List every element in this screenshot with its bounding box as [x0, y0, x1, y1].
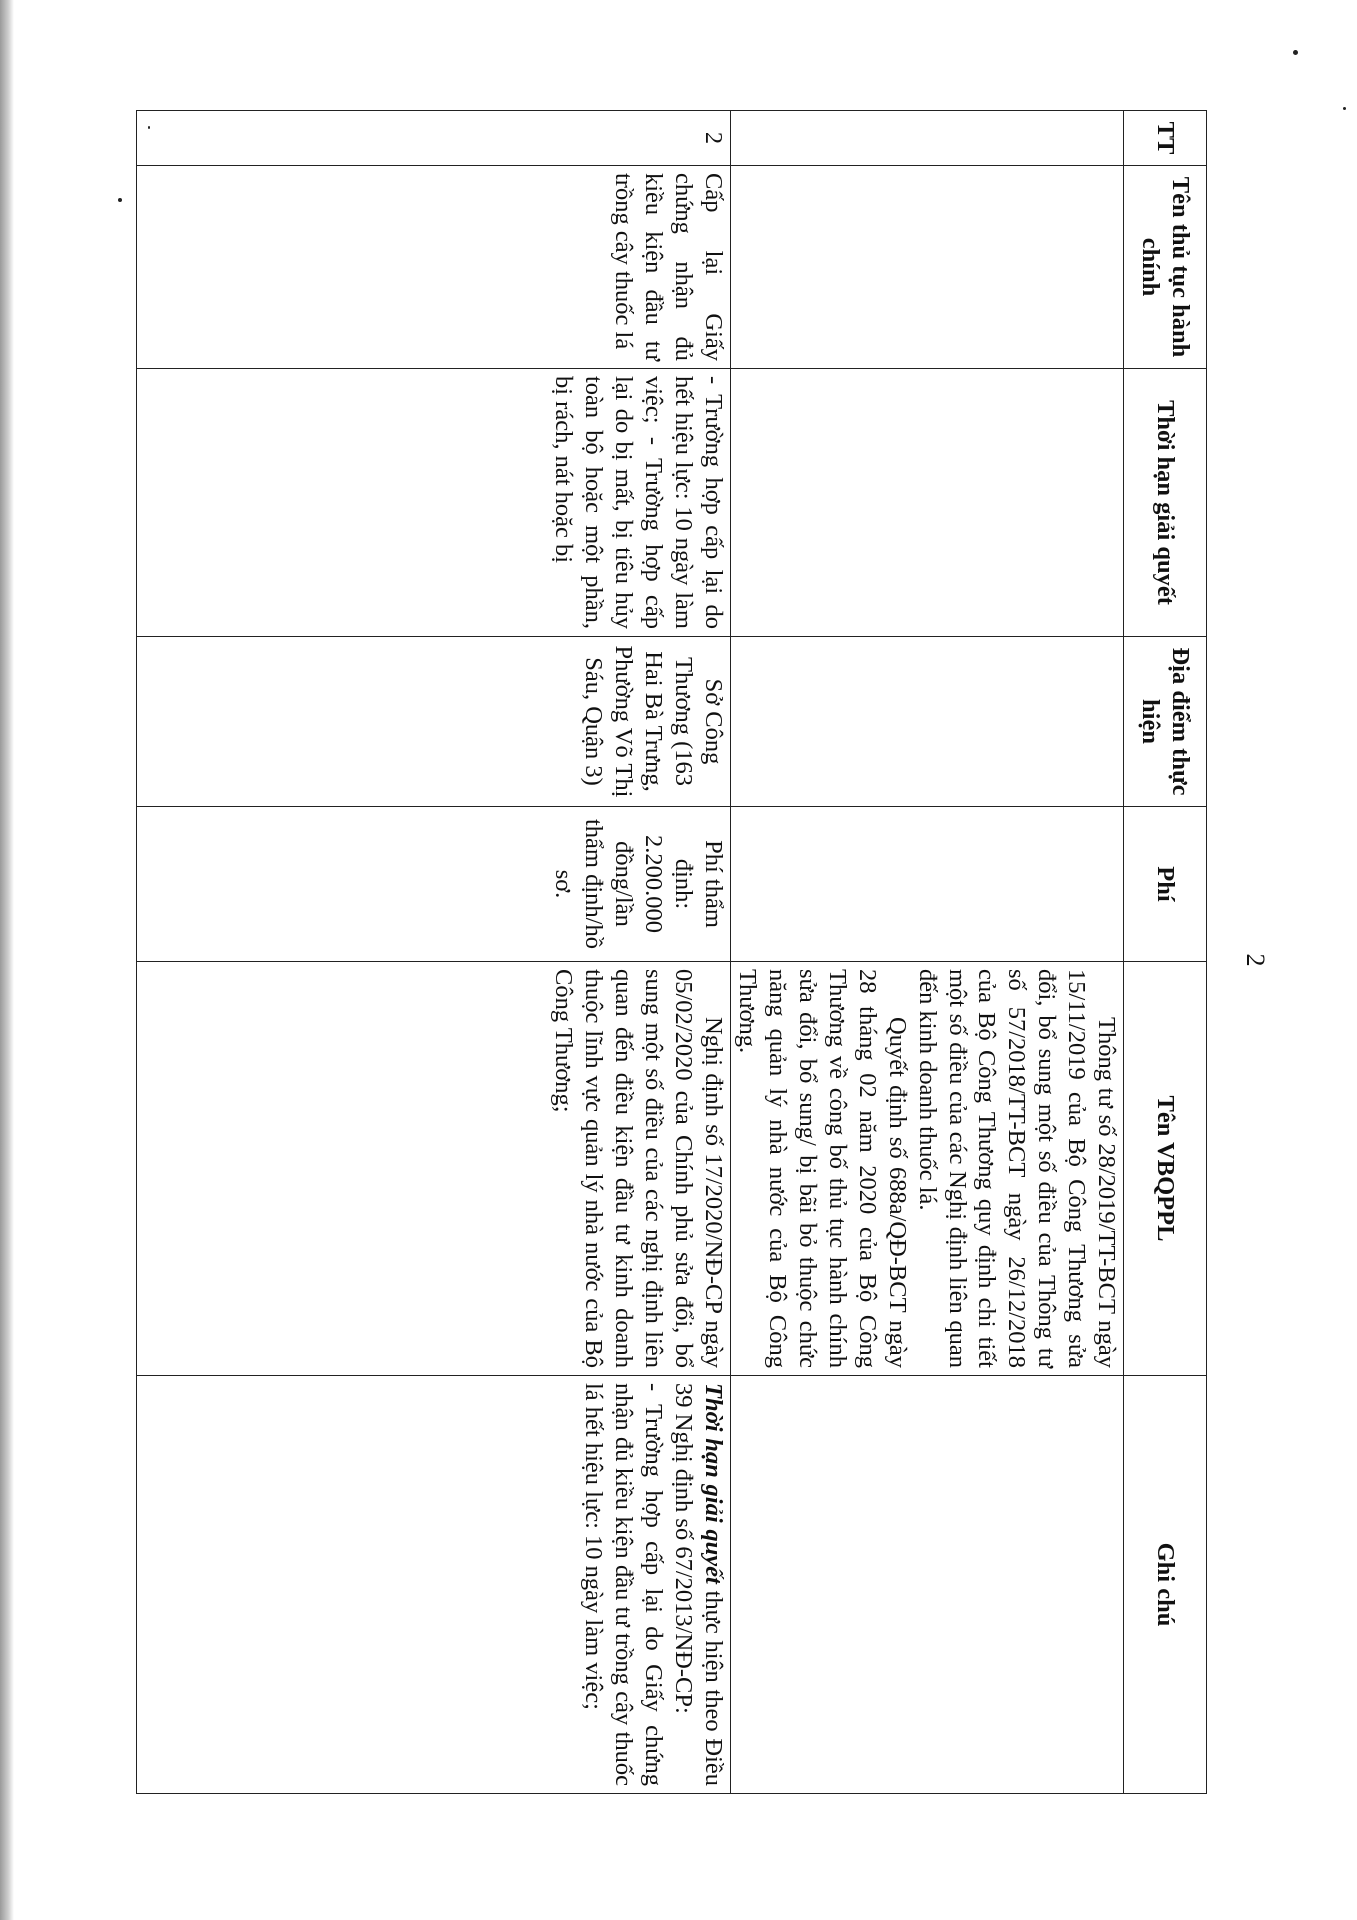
cell-legal-documents [730, 962, 1123, 1376]
row2-processing-time: - Trường hợp cấp lại do hết hiệu lực: 10 ngày làm việc; - Trường hợp cấp lại do bị mất, bị tiêu hủy toàn bộ hoặc một phần, bị rách, nát hoặc bị [137, 369, 731, 637]
row2-note [137, 1376, 731, 1794]
cell-name [730, 166, 1123, 369]
note-paragraph-1 [668, 1383, 728, 1786]
row2-location: Sở Công Thương (163 Hai Bà Trưng, Phường Võ Thị Sáu, Quận 3) [137, 637, 731, 807]
scan-speck [1343, 107, 1346, 110]
cell-fee [730, 807, 1123, 962]
cell-tt [730, 111, 1123, 166]
cell-place [730, 637, 1123, 807]
cell-note [730, 1376, 1123, 1794]
note-paragraph-2: - Trường hợp cấp lại do Giấy chứng nhận đủ kiều kiện đầu tư trồng cây thuốc lá hết hiệu lực: 10 ngày làm việc; [580, 1383, 667, 1786]
header-fee: Phí [1124, 807, 1207, 962]
scan-speck [1293, 50, 1298, 55]
procedure-table [136, 110, 1207, 1794]
row2-procedure-name: Cấp lại Giấy chứng nhận đủ kiều kiện đầu tư trồng cây thuốc lá [137, 166, 731, 369]
page-number: 2 [1241, 953, 1270, 967]
header-location: Địa điểm thực hiện [1124, 637, 1207, 807]
row2-fee: Phí thẩm định: 2.200.000 đồng/lần thẩm định/hồ sơ. [137, 807, 731, 962]
header-legal-document: Tên VBQPPL [1124, 962, 1207, 1376]
table-row-2 [137, 111, 731, 1794]
header-processing-time: Thời hạn giải quyết [1124, 369, 1207, 637]
legal-decision-688a: Quyết định số 688a/QĐ-BCT ngày 28 tháng 02 năm 2020 của Bộ Công Thương về công bố thủ tục hành chính sửa đổi, bổ sung/ bị bãi bỏ thuộc chức năng quản lý nhà nước của Bộ Công Thương. [734, 969, 911, 1368]
legal-circular-28: Thông tư số 28/2019/TT-BCT ngày 15/11/2019 của Bộ Công Thương sửa đổi, bổ sung một số điều của Thông tư số 57/2018/TT-BCT ngày 26/12/2018 của Bộ Công Thương quy định chi tiết một số điều của các Nghị định liên quan đến kinh doanh thuốc lá. [913, 969, 1120, 1368]
table-row-continued [730, 111, 1123, 1794]
document-page [90, 110, 1270, 1810]
table-header-row [1124, 111, 1207, 1794]
note-rest: thực hiện theo Điều 39 Nghị định số 67/2013/NĐ-CP: [669, 1383, 727, 1786]
header-procedure-name: Tên thủ tục hành chính [1124, 166, 1207, 369]
cell-time [730, 369, 1123, 637]
scan-edge-shadow [0, 0, 14, 1920]
legal-decree-17: Nghị định số 17/2020/NĐ-CP ngày 05/02/2020 của Chính phủ sửa đổi, bổ sung một số điều của các nghị định liên quan đến điều kiện đầu tư kinh doanh thuộc lĩnh vực quản lý nhà nước của Bộ Công Thương; [550, 969, 727, 1368]
header-tt: TT [1124, 111, 1207, 166]
row2-legal-document [137, 962, 731, 1376]
note-highlight: Thời hạn giải quyết [699, 1383, 727, 1584]
header-note: Ghi chú [1124, 1376, 1207, 1794]
row2-tt: 2 [137, 111, 731, 166]
